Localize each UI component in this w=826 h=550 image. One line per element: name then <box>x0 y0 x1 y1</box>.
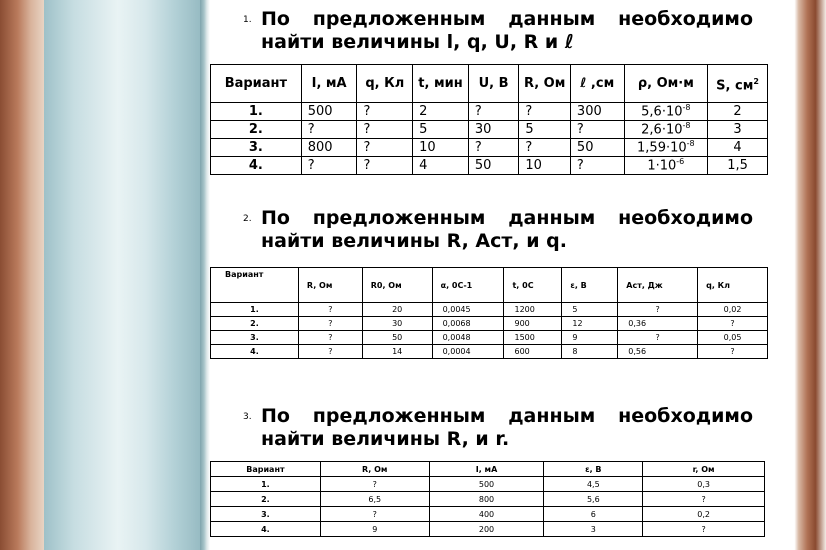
task-number: 1. <box>243 15 252 25</box>
cell: ? <box>570 121 624 139</box>
cell: 500 <box>301 103 357 121</box>
variant-cell: 2. <box>211 317 299 331</box>
variant-cell: 3. <box>211 331 299 345</box>
cell: 4,5 <box>544 477 643 492</box>
cell: 0,0068 <box>432 317 504 331</box>
cell: 900 <box>504 317 562 331</box>
cell: 4 <box>708 139 768 157</box>
table-row <box>211 121 768 139</box>
header-cell: R, Ом <box>320 462 429 477</box>
table-row <box>211 507 765 522</box>
cell: 50 <box>570 139 624 157</box>
variant-cell: 1. <box>211 303 299 317</box>
heading-word: предложенным <box>312 405 486 427</box>
heading-word: данным <box>508 405 596 427</box>
cell: 9 <box>562 331 618 345</box>
cell: ? <box>298 317 362 331</box>
variant-cell: 2. <box>211 492 321 507</box>
cell: ? <box>468 139 519 157</box>
cell: 12 <box>562 317 618 331</box>
cell: 800 <box>301 139 357 157</box>
table-header-row <box>211 65 768 103</box>
header-cell: ε, В <box>562 268 618 303</box>
cell: 6 <box>544 507 643 522</box>
heading-word: По <box>261 405 290 427</box>
cell: 0,0004 <box>432 345 504 359</box>
task-number: 3. <box>243 412 252 422</box>
cell: 1,5 <box>708 157 768 175</box>
variant-cell: 2. <box>211 121 302 139</box>
table-row <box>211 157 768 175</box>
cell: 500 <box>429 477 544 492</box>
superscript: 2 <box>753 76 759 86</box>
cell <box>624 139 708 157</box>
scroll-edge-shadow <box>200 0 210 550</box>
table-header-row <box>211 462 765 477</box>
rho-exponent: -8 <box>682 121 691 131</box>
cell: 10 <box>519 157 571 175</box>
cell: 30 <box>362 317 432 331</box>
task-number: 2. <box>243 214 252 224</box>
table-header-row <box>211 268 768 303</box>
cell: 5 <box>413 121 469 139</box>
cell: ? <box>468 103 519 121</box>
variant-cell: 3. <box>211 139 302 157</box>
cell: 300 <box>570 103 624 121</box>
header-cell: R, Ом <box>298 268 362 303</box>
heading-word: предложенным <box>312 8 486 30</box>
table-row <box>211 303 768 317</box>
header-cell: Вариант <box>211 268 299 303</box>
cell: 0,02 <box>698 303 768 317</box>
header-cell: ℓ ,см <box>570 65 624 103</box>
header-cell: t, мин <box>413 65 469 103</box>
header-cell: R, Ом <box>519 65 571 103</box>
variant-cell: 4. <box>211 157 302 175</box>
header-cell: Вариант <box>211 462 321 477</box>
cell: 30 <box>468 121 519 139</box>
cell <box>624 157 708 175</box>
rho-base: 1·10 <box>647 158 677 174</box>
table-row <box>211 103 768 121</box>
header-cell: q, Кл <box>357 65 413 103</box>
cell: ? <box>298 331 362 345</box>
cell: 2 <box>708 103 768 121</box>
cell: 0,3 <box>643 477 765 492</box>
task-2-table <box>210 267 768 359</box>
table-row <box>211 139 768 157</box>
cell: ? <box>698 317 768 331</box>
cell <box>624 121 708 139</box>
heading-word: По <box>261 8 290 30</box>
cell: ? <box>643 522 765 537</box>
cell: 1200 <box>504 303 562 317</box>
task-1-heading <box>243 8 753 54</box>
heading-line: найти величины R, и r. <box>261 428 510 450</box>
cell: ? <box>357 121 413 139</box>
cell: 3 <box>544 522 643 537</box>
cell: ? <box>519 103 571 121</box>
header-cell: Aст, Дж <box>618 268 698 303</box>
cell: ? <box>301 121 357 139</box>
task-2-heading <box>243 207 753 253</box>
scroll-roll-decoration <box>44 0 208 550</box>
header-cell: α, 0С-1 <box>432 268 504 303</box>
cell: 0,0045 <box>432 303 504 317</box>
cell: 5 <box>562 303 618 317</box>
header-cell: Вариант <box>211 65 302 103</box>
table-row <box>211 345 768 359</box>
cell: 0,2 <box>643 507 765 522</box>
task-3-table <box>210 461 765 537</box>
cell: 50 <box>468 157 519 175</box>
cell: ? <box>519 139 571 157</box>
task-3-heading <box>243 405 753 451</box>
heading-line: найти величины R, Aст, и q. <box>261 230 567 252</box>
cell: 200 <box>429 522 544 537</box>
cell: ? <box>298 303 362 317</box>
cell: ? <box>357 103 413 121</box>
variant-cell: 1. <box>211 103 302 121</box>
variant-cell: 3. <box>211 507 321 522</box>
cell: ? <box>357 157 413 175</box>
header-text: S, см <box>716 78 754 94</box>
cell: ? <box>698 345 768 359</box>
variant-cell: 4. <box>211 345 299 359</box>
cell: 0,05 <box>698 331 768 345</box>
variant-cell: 1. <box>211 477 321 492</box>
cell: 4 <box>413 157 469 175</box>
document-page <box>210 0 784 550</box>
cell: ? <box>320 477 429 492</box>
cell: 5 <box>519 121 571 139</box>
right-frame-border <box>784 0 826 550</box>
cell: 6,5 <box>320 492 429 507</box>
cell: 0,36 <box>618 317 698 331</box>
header-cell: t, 0С <box>504 268 562 303</box>
variant-cell: 4. <box>211 522 321 537</box>
heading-word: По <box>261 207 290 229</box>
header-cell: I, мА <box>301 65 357 103</box>
heading-line: найти величины l, q, U, R и ℓ <box>261 31 574 53</box>
header-cell: q, Кл <box>698 268 768 303</box>
cell: 9 <box>320 522 429 537</box>
cell: 800 <box>429 492 544 507</box>
cell: ? <box>618 331 698 345</box>
cell: 1500 <box>504 331 562 345</box>
heading-word: необходимо <box>618 405 753 427</box>
heading-word: предложенным <box>312 207 486 229</box>
table-row <box>211 317 768 331</box>
cell: ? <box>298 345 362 359</box>
cell: 0,0048 <box>432 331 504 345</box>
task-1-table <box>210 64 768 175</box>
header-cell: I, мА <box>429 462 544 477</box>
cell: 8 <box>562 345 618 359</box>
header-cell: r, Ом <box>643 462 765 477</box>
rho-exponent: -8 <box>686 139 695 149</box>
cell: 5,6 <box>544 492 643 507</box>
table-row <box>211 492 765 507</box>
cell: 14 <box>362 345 432 359</box>
cell: 600 <box>504 345 562 359</box>
cell: 20 <box>362 303 432 317</box>
rho-exponent: -6 <box>676 157 685 167</box>
cell: ? <box>320 507 429 522</box>
rho-base: 2,6·10 <box>641 122 683 138</box>
header-cell <box>708 65 768 103</box>
cell: ? <box>357 139 413 157</box>
header-cell: U, В <box>468 65 519 103</box>
header-cell: R0, Ом <box>362 268 432 303</box>
cell: 2 <box>413 103 469 121</box>
header-cell: ε, В <box>544 462 643 477</box>
cell: 400 <box>429 507 544 522</box>
cell: ? <box>301 157 357 175</box>
heading-word: данным <box>508 207 596 229</box>
cell: ? <box>618 303 698 317</box>
rho-base: 1,59·10 <box>637 140 687 156</box>
rho-exponent: -8 <box>682 103 691 113</box>
heading-word: необходимо <box>618 207 753 229</box>
cell: 10 <box>413 139 469 157</box>
cell <box>624 103 708 121</box>
header-cell: ρ, Ом·м <box>624 65 708 103</box>
left-frame-border <box>0 0 44 550</box>
heading-word: необходимо <box>618 8 753 30</box>
cell: ? <box>643 492 765 507</box>
heading-word: данным <box>508 8 596 30</box>
table-row <box>211 522 765 537</box>
cell: 3 <box>708 121 768 139</box>
cell: ? <box>570 157 624 175</box>
table-row <box>211 477 765 492</box>
cell: 0,56 <box>618 345 698 359</box>
cell: 50 <box>362 331 432 345</box>
rho-base: 5,6·10 <box>641 104 683 120</box>
table-row <box>211 331 768 345</box>
